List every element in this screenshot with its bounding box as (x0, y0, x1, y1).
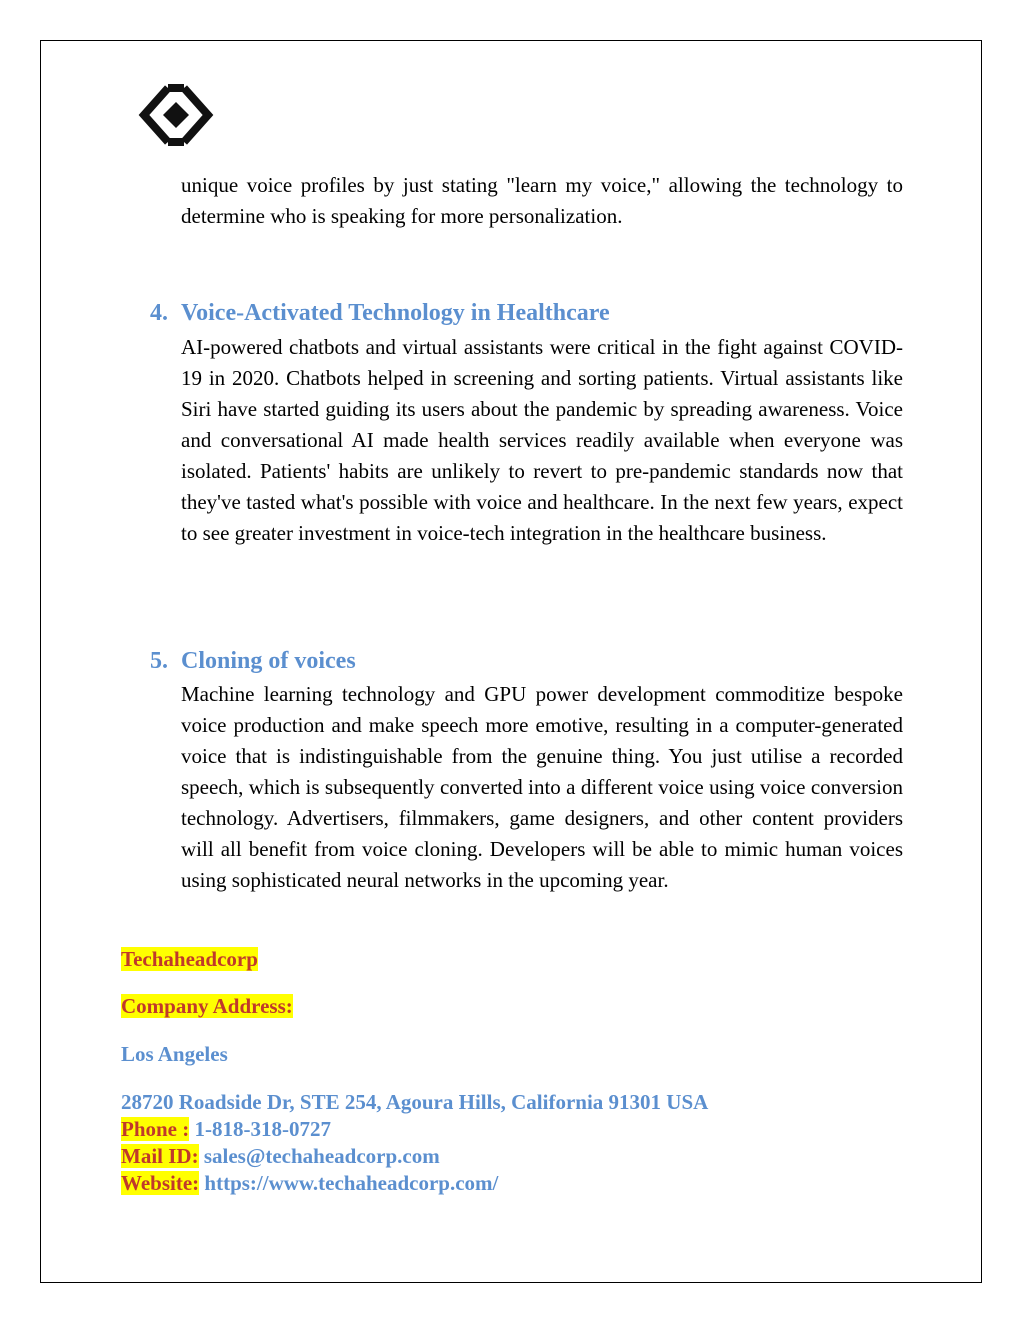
section-5-title: Cloning of voices (181, 648, 356, 674)
section-5-body: Machine learning technology and GPU power development commoditize bespoke voice production and make speech more emotive, resulting in a computer-generated voice that is indistinguishable from the genuine thing. You just utilise a recorded speech, which is subsequently converted into a different voice using voice conversion technology. Advertisers, filmmakers, game designers, and other content providers will all benefit from voice cloning. Developers will be able to mimic human voices using sophisticated neural networks in the upcoming year. (181, 682, 903, 892)
section-5-heading (150, 646, 356, 676)
company-address-label-text: Company Address: (121, 994, 293, 1018)
phone-label: Phone : (121, 1117, 190, 1141)
section-4-heading (150, 298, 610, 328)
section-4-title: Voice-Activated Technology in Healthcare (181, 300, 610, 326)
website-label: Website: (121, 1171, 200, 1195)
company-address-label (121, 993, 293, 1019)
website-link[interactable]: https://www.techaheadcorp.com/ (204, 1171, 499, 1195)
mail-link[interactable]: sales@techaheadcorp.com (203, 1144, 440, 1168)
section-4-body: AI-powered chatbots and virtual assistants were critical in the fight against COVID-19 in 2020. Chatbots helped in screening and sorting patients. Virtual assistants like Siri have started guiding its users about the pandemic by spreading awareness. Voice and conversational AI made health services readily available when everyone was isolated. Patients' habits are unlikely to revert to pre-pandemic standards now that they've tasted what's possible with voice and healthcare. In the next few years, expect to see greater investment in voice-tech integration in the healthcare business. (181, 335, 903, 545)
company-name (121, 946, 258, 972)
city: Los Angeles (121, 1042, 228, 1066)
company-name-text: Techaheadcorp (121, 947, 258, 971)
mail-line (121, 1143, 440, 1169)
section-5-number: 5. (150, 648, 168, 674)
street-address: 28720 Roadside Dr, STE 254, Agoura Hills, California 91301 USA (121, 1090, 709, 1114)
techahead-logo-icon (138, 82, 214, 148)
phone-number[interactable]: 1-818-318-0727 (194, 1117, 331, 1141)
phone-line (121, 1116, 331, 1142)
mail-label: Mail ID: (121, 1144, 199, 1168)
intro-paragraph: unique voice profiles by just stating "learn my voice," allowing the technology to determine who is speaking for more personalization. (181, 173, 903, 228)
website-line (121, 1170, 498, 1196)
section-4-number: 4. (150, 300, 168, 326)
